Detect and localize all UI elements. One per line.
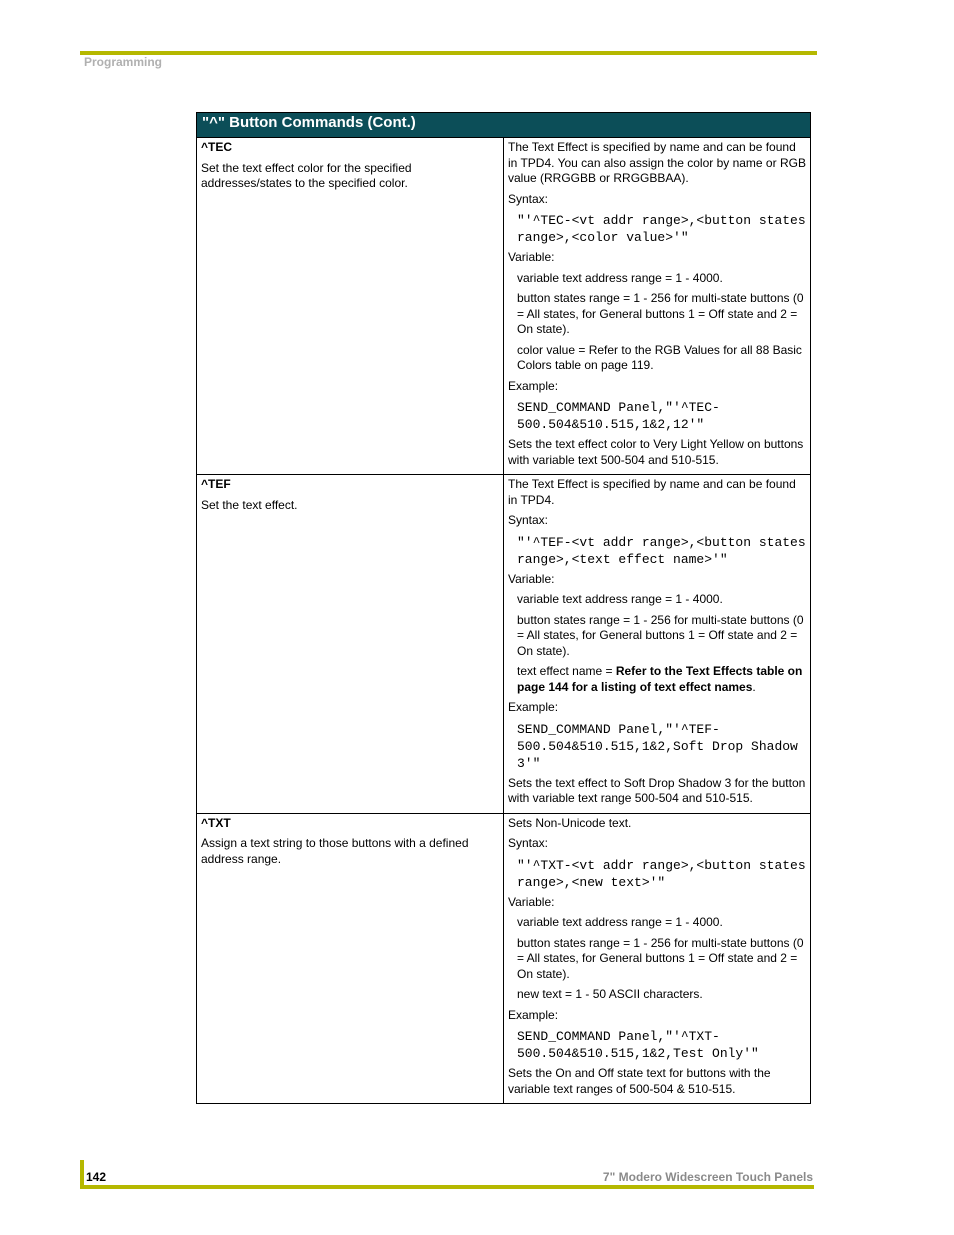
button-commands-table [196,112,811,1104]
example-code: SEND_COMMAND Panel,"'^TEF-500.504&510.515,1&2,Soft Drop Shadow 3'" [517,721,798,771]
command-cell [197,138,504,475]
description-cell [504,813,811,1104]
variable-item: button states range = 1 - 256 for multi-state buttons (0 = All states, for General buttons 1 = Off state and 2 = On state). [517,612,804,658]
example-label: Example: [508,1007,559,1022]
description-cell [504,138,811,475]
variable-item: button states range = 1 - 256 for multi-state buttons (0 = All states, for General buttons 1 = Off state and 2 = On state). [517,291,804,336]
command-cell [197,475,504,814]
example-note: Sets the text effect color to Very Light Yellow on buttons with variable text 500-504 and 510-515. [508,437,804,467]
footer-rule [80,1185,814,1189]
header-rule [80,51,817,55]
syntax-label: Syntax: [508,513,549,527]
variable-item: variable text address range = 1 - 4000. [517,592,723,606]
command-name: ^TEF [201,477,231,491]
syntax-code: "'^TEC-<vt addr range>,<button states range>,<color value>'" [517,213,806,245]
variable-label: Variable: [508,894,555,909]
variable-item [517,664,806,695]
text-effects-reference: Refer to the Text Effects table on page 144 for a listing of text effect names [517,664,803,694]
variable-item: variable text address range = 1 - 4000. [517,915,723,929]
example-note: Sets the On and Off state text for buttons with the variable text ranges of 500-504 & 510-515. [508,1066,771,1096]
variable-item: variable text address range = 1 - 4000. [517,270,723,285]
table-row [197,813,811,1104]
section-label: Programming [84,55,163,69]
example-label: Example: [508,378,559,393]
description-cell [504,475,811,814]
example-code: SEND_COMMAND Panel,"'^TEC-500.504&510.515,1&2,12'" [517,400,720,432]
variable-item: color value = Refer to the RGB Values for all 88 Basic Colors table on page 119. [517,342,802,372]
command-summary: Assign a text string to those buttons with a defined address range. [201,836,469,866]
syntax-label: Syntax: [508,836,549,850]
table-row [197,138,811,475]
table-header-row [197,113,811,138]
variable-item: new text = 1 - 50 ASCII characters. [517,987,703,1001]
example-label: Example: [508,700,559,714]
command-summary: Set the text effect. [201,497,298,512]
command-cell [197,813,504,1104]
variable-prefix: text effect name = [517,664,616,678]
variable-label: Variable: [508,571,555,586]
variable-suffix: . [752,679,756,694]
footer-doc-title: 7" Modero Widescreen Touch Panels [602,1170,813,1184]
syntax-code: "'^TXT-<vt addr range>,<button states range>,<new text>'" [517,857,806,890]
description-intro: The Text Effect is specified by name and can be found in TPD4. [508,477,796,507]
table-title: "^" Button Commands (Cont.) [197,113,811,138]
variable-item: button states range = 1 - 256 for multi-state buttons (0 = All states, for General buttons 1 = Off state and 2 = On state). [517,935,804,981]
description-intro: The Text Effect is specified by name and can be found in TPD4. You can also assign the color by name or RGB value (RRGGBB or RRGGBBAA). [508,140,806,185]
table-row [197,475,811,814]
command-name: ^TXT [201,815,231,830]
variable-label: Variable: [508,250,555,264]
command-summary: Set the text effect color for the specified addresses/states to the specified color. [201,160,412,190]
syntax-label: Syntax: [508,191,549,206]
page-number: 142 [86,1170,107,1184]
example-note: Sets the text effect to Soft Drop Shadow 3 for the button with variable text range 500-504 and 510-515. [508,775,806,805]
command-name: ^TEC [201,140,233,154]
description-intro: Sets Non-Unicode text. [508,815,632,830]
example-code: SEND_COMMAND Panel,"'^TXT-500.504&510.515,1&2,Test Only'" [517,1029,759,1061]
syntax-code: "'^TEF-<vt addr range>,<button states range>,<text effect name>'" [517,534,806,567]
